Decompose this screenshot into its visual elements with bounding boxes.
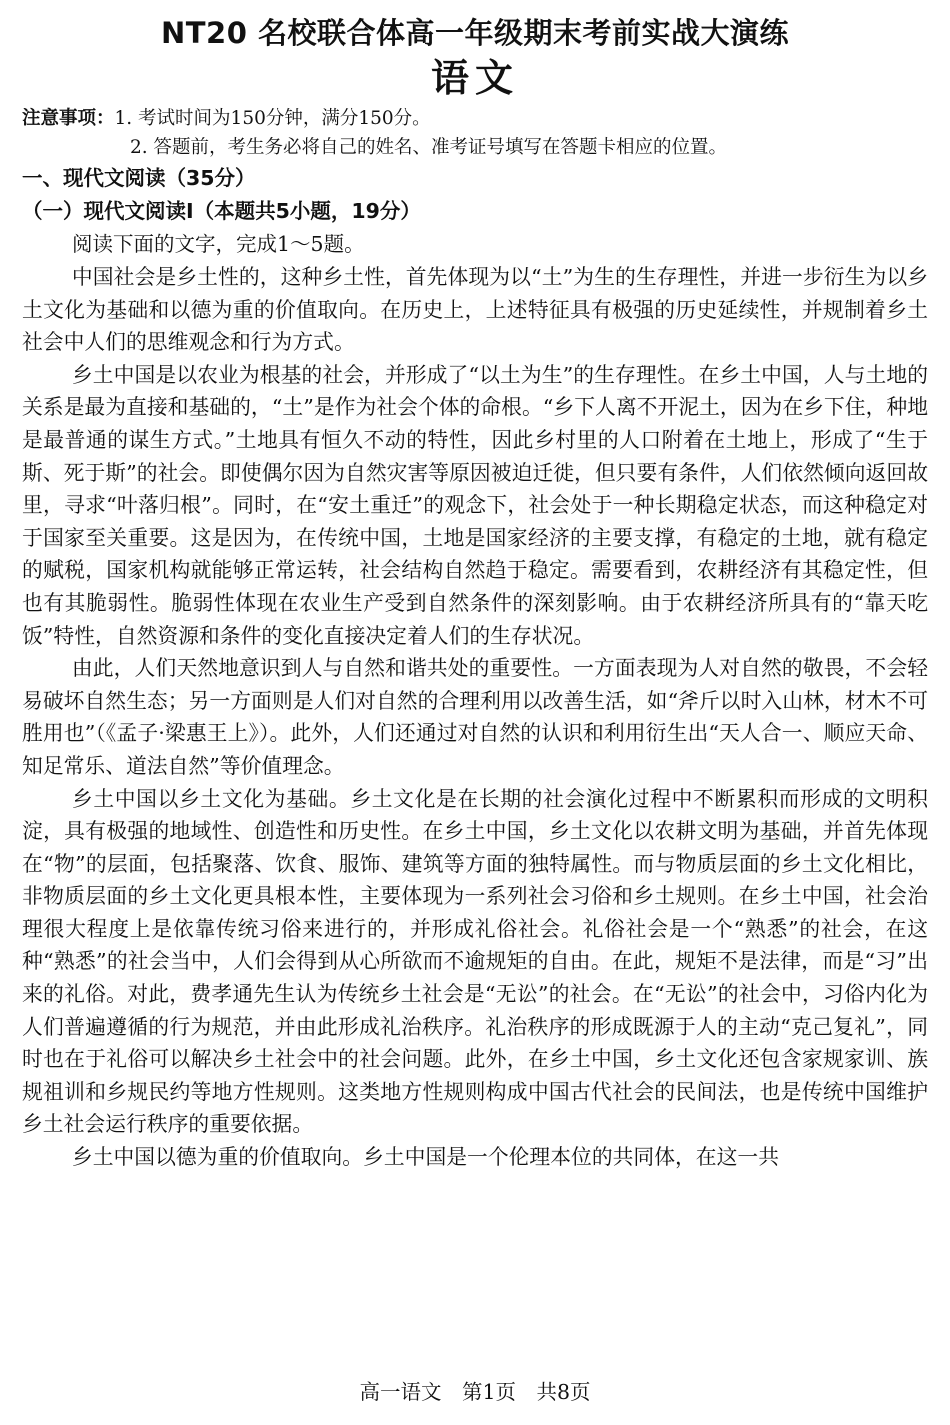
notice-label: 注意事项：	[22, 108, 115, 129]
article-paragraph-3: 由此，人们天然地意识到人与自然和谐共处的重要性。一方面表现为人对自然的敬畏，不会轻易破坏自然生态；另一方面则是人们对自然的合理利用以改善生活，如“斧斤以时入山林，材木不可胜用也”（《孟子·梁惠王上》）。此外，人们还通过对自然的认识和利用衍生出“天人合一、顺应天命、知足常乐、道法自然”等价值理念。	[22, 656, 928, 778]
reading-instruction: 阅读下面的文字，完成1～5题。	[72, 232, 365, 256]
article-paragraph-1: 中国社会是乡土性的，这种乡土性，首先体现为以“土”为生的生存理性，并进一步衍生为以乡土文化为基础和以德为重的价值取向。在历史上，上述特征具有极强的历史延续性，并规制着乡土社会中人们的思维观念和行为方式。	[22, 265, 928, 355]
article-paragraph-2: 乡土中国是以农业为根基的社会，并形成了“以土为生”的生存理性。在乡土中国，人与土地的关系是最为直接和基础的，“土”是作为社会个体的命根。“乡下人离不开泥土，因为在乡下住，种地是最普通的谋生方式。”土地具有恒久不动的特性，因此乡村里的人口附着在土地上，形成了“生于斯、死于斯”的社会。即使偶尔因为自然灾害等原因被迫迁徙，但只要有条件，人们依然倾向返回故里，寻求“叶落归根”。同时，在“安土重迁”的观念下，社会处于一种长期稳定状态，而这种稳定对于国家至关重要。这是因为，在传统中国，土地是国家经济的主要支撑，有稳定的土地，就有稳定的赋税，国家机构就能够正常运转，社会结构自然趋于稳定。需要看到，农耕经济有其稳定性，但也有其脆弱性。脆弱性体现在农业生产受到自然条件的深刻影响。由于农耕经济所具有的“靠天吃饭”特性，自然资源和条件的变化直接决定着人们的生存状况。	[22, 362, 928, 648]
exam-title: NT20 名校联合体高一年级期末考前实战大演练	[160, 16, 789, 50]
section-heading: 一、现代文阅读（35分）	[22, 166, 256, 190]
notice-row-2	[22, 133, 928, 162]
notice-item-1: 1. 考试时间为150分钟，满分150分。	[114, 108, 431, 129]
subject-title: 语文	[430, 56, 519, 100]
article-paragraph-4: 乡土中国以乡土文化为基础。乡土文化是在长期的社会演化过程中不断累积而形成的文明积淀，具有极强的地域性、创造性和历史性。在乡土中国，乡土文化以农耕文明为基础，并首先体现在“物”的层面，包括聚落、饮食、服饰、建筑等方面的独特属性。而与物质层面的乡土文化相比，非物质层面的乡土文化更具根本性，主要体现为一系列社会习俗和乡土规则。在乡土中国，社会治理很大程度上是依靠传统习俗来进行的，并形成礼俗社会。礼俗社会是一个“熟悉”的社会，在这种“熟悉”的社会当中，人们会得到从心所欲而不逾规矩的自由。在此，规矩不是法律，而是“习”出来的礼俗。对此，费孝通先生认为传统乡土社会是“无讼”的社会。在“无讼”的社会中，习俗内化为人们普遍遵循的行为规范，并由此形成礼治秩序。礼治秩序的形成既源于人的主动“克己复礼”，同时也在于礼俗可以解决乡土社会中的社会问题。此外，在乡土中国，乡土文化还包含家规家训、族规祖训和乡规民约等地方性规则。这类地方性规则构成中国古代社会的民间法，也是传统中国维护乡土社会运行秩序的重要依据。	[22, 786, 928, 1137]
notice-row-1	[22, 104, 928, 133]
page-footer: 高一语文 第1页 共8页	[359, 1380, 591, 1404]
article-paragraph-5: 乡土中国以德为重的价值取向。乡土中国是一个伦理本位的共同体，在这一共	[71, 1145, 779, 1170]
notice-item-2: 2. 答题前，考生务必将自己的姓名、准考证号填写在答题卡相应的位置。	[130, 137, 728, 158]
section-subheading: （一）现代文阅读Ⅰ（本题共5小题，19分）	[22, 199, 421, 223]
article-body	[22, 261, 928, 1174]
